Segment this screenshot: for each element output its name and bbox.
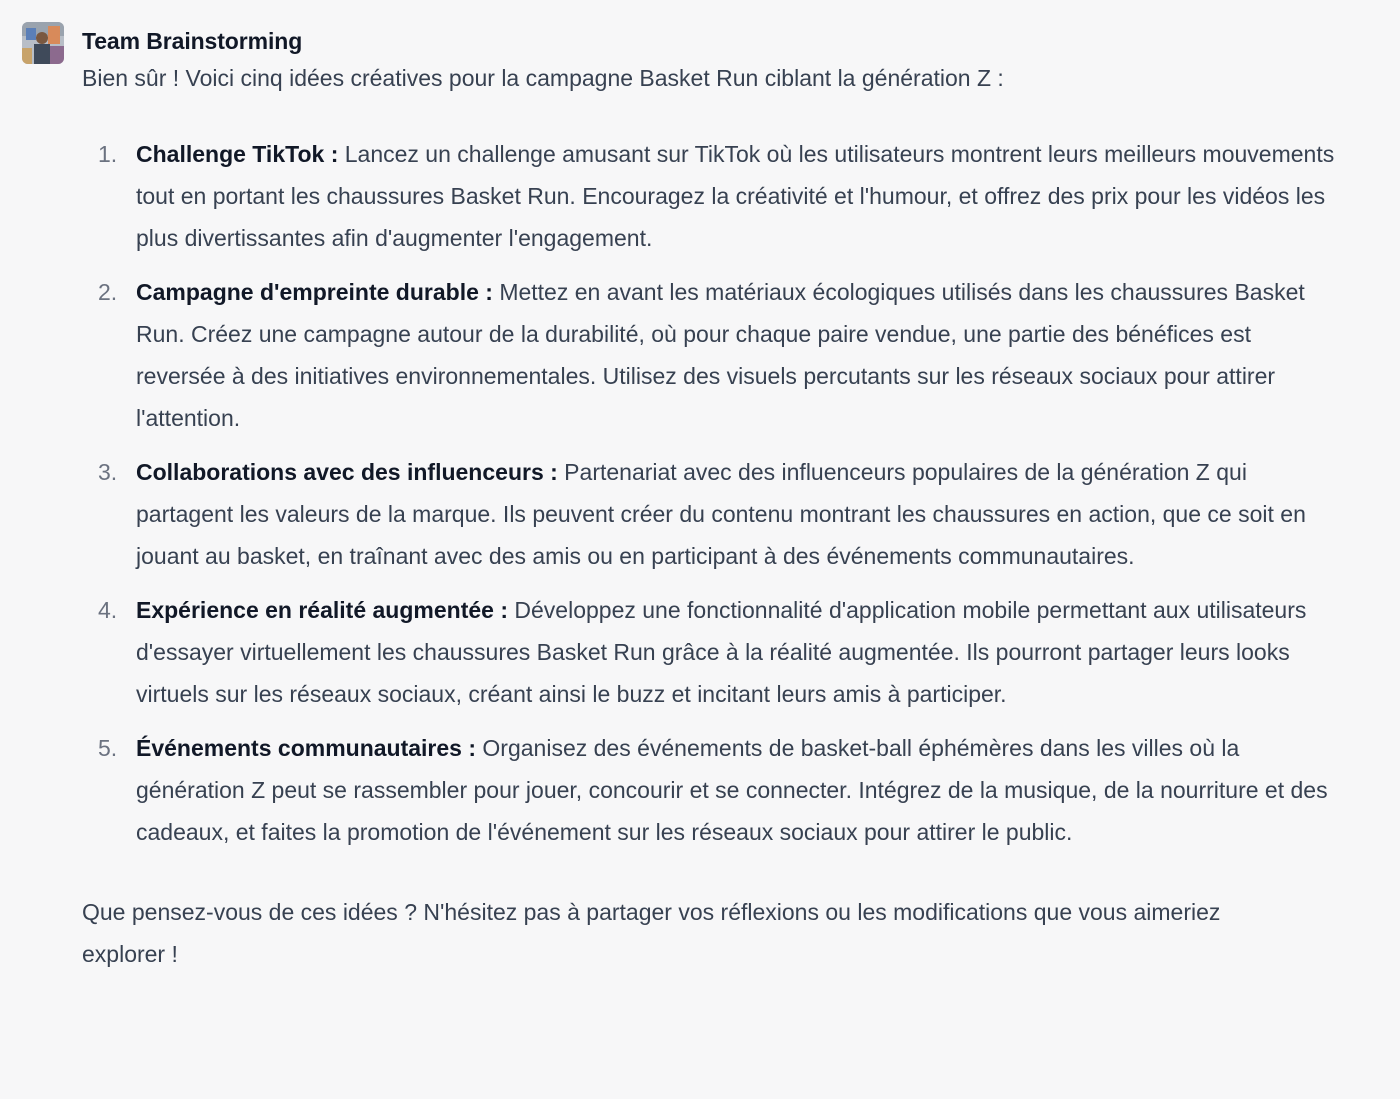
idea-text: Lancez un challenge amusant sur TikTok où les utilisateurs montrent leurs meilleurs mouvements tout en portant les chaussures Basket Run. Encouragez la créativité et l'humour, et offrez des prix pour les vidéos les plus divertissantes afin d'augmenter l'engagement. xyxy=(136,141,1335,251)
avatar-image xyxy=(22,22,64,64)
message-intro: Bien sûr ! Voici cinq idées créatives pour la campagne Basket Run ciblant la génération Z : xyxy=(82,65,1004,91)
list-number: 1. xyxy=(98,141,118,167)
idea-title: Challenge TikTok : xyxy=(136,141,339,167)
list-number: 3. xyxy=(98,459,118,485)
list-item xyxy=(82,727,1342,853)
list-item xyxy=(82,133,1342,259)
list-item xyxy=(82,451,1342,577)
idea-title: Collaborations avec des influenceurs : xyxy=(136,459,558,485)
idea-text: Mettez en avant les matériaux écologiques utilisés dans les chaussures Basket Run. Créez une campagne autour de la durabilité, où pour chaque paire vendue, une partie des bénéfices est reversée à des initiatives environnementales. Utilisez des visuels percutants sur les réseaux sociaux pour attirer l'attention. xyxy=(136,279,1305,431)
avatar xyxy=(22,22,64,64)
list-number: 5. xyxy=(98,735,118,761)
ideas-list xyxy=(82,133,1342,853)
idea-title: Expérience en réalité augmentée : xyxy=(136,597,508,623)
list-number: 4. xyxy=(98,597,118,623)
list-number: 2. xyxy=(98,279,118,305)
idea-text: Partenariat avec des influenceurs populaires de la génération Z qui partagent les valeurs de la marque. Ils peuvent créer du contenu montrant les chaussures en action, que ce soit en jouant au basket, en traînant avec des amis ou en participant à des événements communautaires. xyxy=(136,459,1306,569)
idea-title: Événements communautaires : xyxy=(136,735,477,761)
message-content xyxy=(82,26,1342,975)
sender-name: Team Brainstorming xyxy=(82,28,303,54)
message-outro: Que pensez-vous de ces idées ? N'hésitez pas à partager vos réflexions ou les modifications que vous aimeriez explorer ! xyxy=(82,899,1221,967)
idea-text: Organisez des événements de basket-ball éphémères dans les villes où la génération Z peut se rassembler pour jouer, concourir et se connecter. Intégrez de la musique, de la nourriture et des cadeaux, et faites la promotion de l'événement sur les réseaux sociaux pour attirer le public. xyxy=(136,735,1328,845)
idea-title: Campagne d'empreinte durable : xyxy=(136,279,493,305)
list-item xyxy=(82,589,1342,715)
list-item xyxy=(82,271,1342,439)
idea-text: Développez une fonctionnalité d'application mobile permettant aux utilisateurs d'essayer virtuellement les chaussures Basket Run grâce à la réalité augmentée. Ils pourront partager leurs looks virtuels sur les réseaux sociaux, créant ainsi le buzz et incitant leurs amis à participer. xyxy=(136,597,1307,707)
